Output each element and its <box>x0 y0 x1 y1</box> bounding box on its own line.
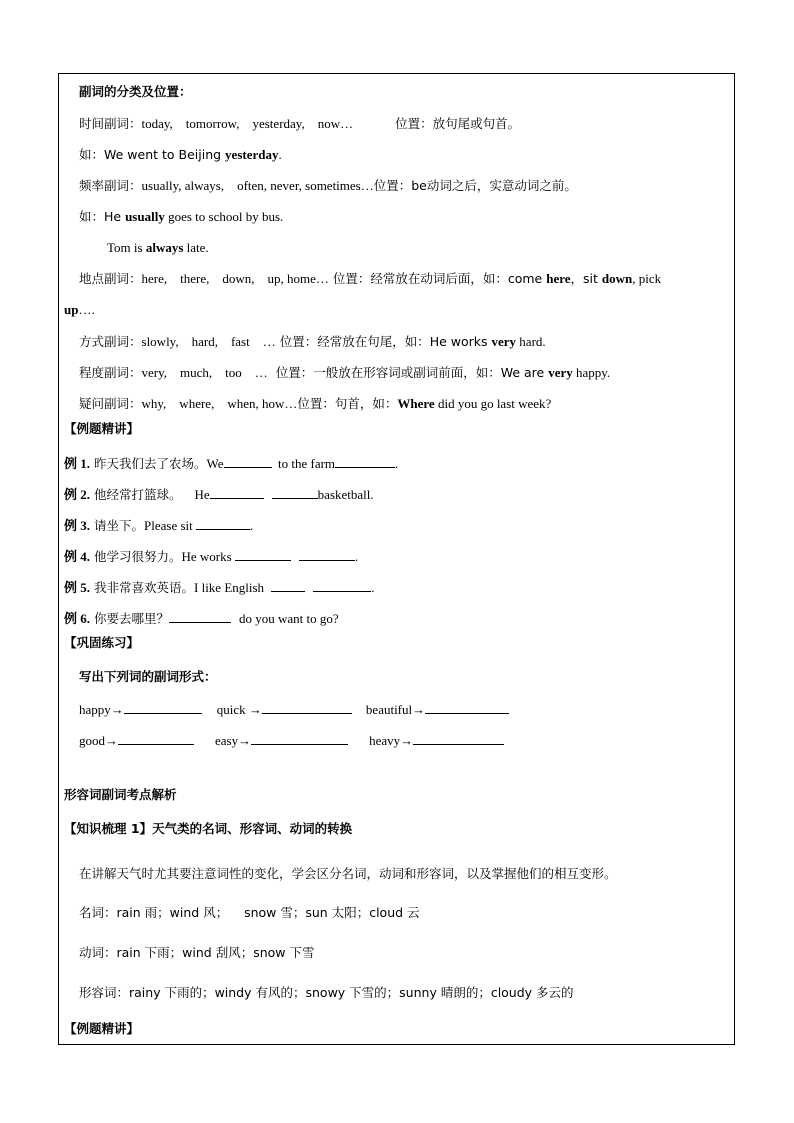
example-number: 例 5. <box>64 580 91 595</box>
example-text: Please sit <box>144 518 196 533</box>
freq-ex2-bold: always <box>145 240 184 255</box>
practice-word: quick → <box>216 702 262 717</box>
practice-word: happy→ <box>79 702 124 717</box>
example-chinese: 昨天我们去了农场。 <box>90 456 207 471</box>
time-example <box>79 147 282 163</box>
place-words: here, there, down, up, home… <box>141 271 329 286</box>
answer-blank[interactable] <box>335 455 395 468</box>
degree-adverb-line <box>79 365 610 381</box>
example-3 <box>64 517 253 534</box>
example-4 <box>64 548 358 565</box>
example-chinese: 他学习很努力。 <box>90 549 182 564</box>
time-label: 时间副词： <box>79 116 142 131</box>
example-number: 例 1. <box>64 456 91 471</box>
freq-ex1-bold: usually <box>125 209 165 224</box>
example-chinese: 我非常喜欢英语。 <box>90 580 194 595</box>
place-continued <box>64 302 95 318</box>
freq-ex1-pre: 如：He <box>79 209 126 224</box>
place-bold-2: down <box>601 271 633 286</box>
adjectives-line: 形容词：rainy 下雨的；windy 有风的；snowy 下雪的；sunny 晴朗的；cloudy 多云的 <box>79 985 574 1000</box>
section-title: 形容词副词考点解析 <box>64 787 177 802</box>
answer-blank[interactable] <box>313 579 371 592</box>
example-number: 例 3. <box>64 518 91 533</box>
knowledge-tag: 【知识梳理 1】 <box>64 821 153 836</box>
nouns-line: 名词：rain 雨；wind 风； snow 雪；sun 太阳；cloud 云 <box>79 905 420 920</box>
answer-blank[interactable] <box>224 455 272 468</box>
question-bold: Where <box>397 396 435 411</box>
place-label: 地点副词： <box>79 271 142 286</box>
freq-adverb-line <box>79 178 577 194</box>
freq-position: 位置：be动词之后，实意动词之前。 <box>373 178 577 193</box>
example-text: He <box>181 487 210 502</box>
manner-adverb-line <box>79 334 546 350</box>
examples-heading-2: 【例题精讲】 <box>64 1021 140 1036</box>
answer-blank[interactable] <box>251 732 348 745</box>
manner-label: 方式副词： <box>79 334 142 349</box>
answer-blank[interactable] <box>425 701 509 714</box>
answer-blank[interactable] <box>299 548 355 561</box>
answer-blank[interactable] <box>262 701 352 714</box>
answer-blank[interactable] <box>169 610 231 623</box>
place-adverb-line <box>79 271 661 287</box>
example-number: 例 6. <box>64 611 91 626</box>
example-chinese: 请坐下。 <box>90 518 144 533</box>
practice-word: beautiful→ <box>365 702 426 717</box>
practice-word: good→ <box>79 733 118 748</box>
answer-blank[interactable] <box>413 732 504 745</box>
example-text: basketball. <box>317 487 374 502</box>
example-text: . <box>250 518 254 533</box>
question-position: 位置：句首，如： <box>297 396 398 411</box>
example-text: do you want to go? <box>239 611 339 626</box>
freq-ex2-post: late. <box>183 240 209 255</box>
answer-blank[interactable] <box>118 732 194 745</box>
adverb-heading: 副词的分类及位置： <box>79 84 192 99</box>
degree-label: 程度副词： <box>79 365 142 380</box>
freq-ex1-post: goes to school by bus. <box>164 209 284 224</box>
time-example-bold: yesterday <box>225 147 279 162</box>
question-label: 疑问副词： <box>79 396 142 411</box>
degree-post: happy. <box>572 365 611 380</box>
example-text: I like English <box>194 580 268 595</box>
practice-row-1 <box>79 701 509 718</box>
freq-words: usually, always, often, never, sometimes… <box>141 178 374 193</box>
manner-bold: very <box>491 334 517 349</box>
degree-position: 位置：一般放在形容词或副词前面，如：We are <box>267 365 549 380</box>
freq-label: 频率副词： <box>79 178 142 193</box>
place-position: 位置：经常放在动词后面，如：come <box>328 271 547 286</box>
example-5 <box>64 579 375 596</box>
time-example-pre: 如：We went to Beijing <box>79 147 226 162</box>
time-words: today, tomorrow, yesterday, now… <box>141 116 354 131</box>
place-mid-1: ，sit <box>570 271 602 286</box>
question-adverb-line <box>79 396 551 412</box>
answer-blank[interactable] <box>235 548 291 561</box>
example-text: . <box>354 549 359 564</box>
example-2 <box>64 486 374 503</box>
freq-example-1 <box>79 209 283 225</box>
example-text: . <box>395 456 399 471</box>
place-bold-1: here <box>546 271 571 286</box>
freq-example-2 <box>107 240 209 256</box>
manner-post: hard. <box>516 334 546 349</box>
degree-words: very, much, too … <box>141 365 268 380</box>
manner-position: 位置：经常放在句尾，如：He works <box>275 334 492 349</box>
example-text: He works <box>181 549 235 564</box>
verbs-line: 动词：rain 下雨；wind 刮风；snow 下雪 <box>79 945 315 960</box>
answer-blank[interactable] <box>196 517 250 530</box>
example-text: We <box>206 456 224 471</box>
time-position: 位置：放句尾或句首。 <box>395 116 521 131</box>
example-1 <box>64 455 398 472</box>
example-chinese: 他经常打篮球。 <box>90 487 182 502</box>
question-post: did you go last week? <box>434 396 552 411</box>
example-number: 例 4. <box>64 549 91 564</box>
question-words: why, where, when, how… <box>141 396 298 411</box>
example-number: 例 2. <box>64 487 91 502</box>
knowledge-intro: 在讲解天气时尤其要注意词性的变化，学会区分名词，动词和形容词，以及掌握他们的相互变形。 <box>79 866 617 881</box>
knowledge-heading <box>64 821 352 837</box>
answer-blank[interactable] <box>272 486 318 499</box>
answer-blank[interactable] <box>271 579 305 592</box>
place-cont-post: …. <box>78 302 95 317</box>
time-adverb-line <box>79 116 520 132</box>
manner-words: slowly, hard, fast … <box>141 334 276 349</box>
example-text: . <box>371 580 375 595</box>
example-text: to the farm <box>271 456 336 471</box>
knowledge-title: 天气类的名词、形容词、动词的转换 <box>152 821 353 836</box>
time-example-post: . <box>278 147 282 162</box>
degree-bold: very <box>548 365 573 380</box>
freq-ex2-pre: Tom is <box>107 240 146 255</box>
example-chinese: 你要去哪里？ <box>90 611 169 626</box>
place-cont-bold: up <box>64 302 79 317</box>
place-mid-2: , pick <box>632 271 662 286</box>
examples-heading: 【例题精讲】 <box>64 421 140 436</box>
practice-row-2 <box>79 732 504 749</box>
practice-heading: 【巩固练习】 <box>64 635 140 650</box>
answer-blank[interactable] <box>124 701 202 714</box>
practice-instruction: 写出下列词的副词形式： <box>79 669 217 684</box>
practice-word: heavy→ <box>369 733 414 748</box>
example-6 <box>64 610 339 627</box>
answer-blank[interactable] <box>210 486 264 499</box>
practice-word: easy→ <box>215 733 252 748</box>
